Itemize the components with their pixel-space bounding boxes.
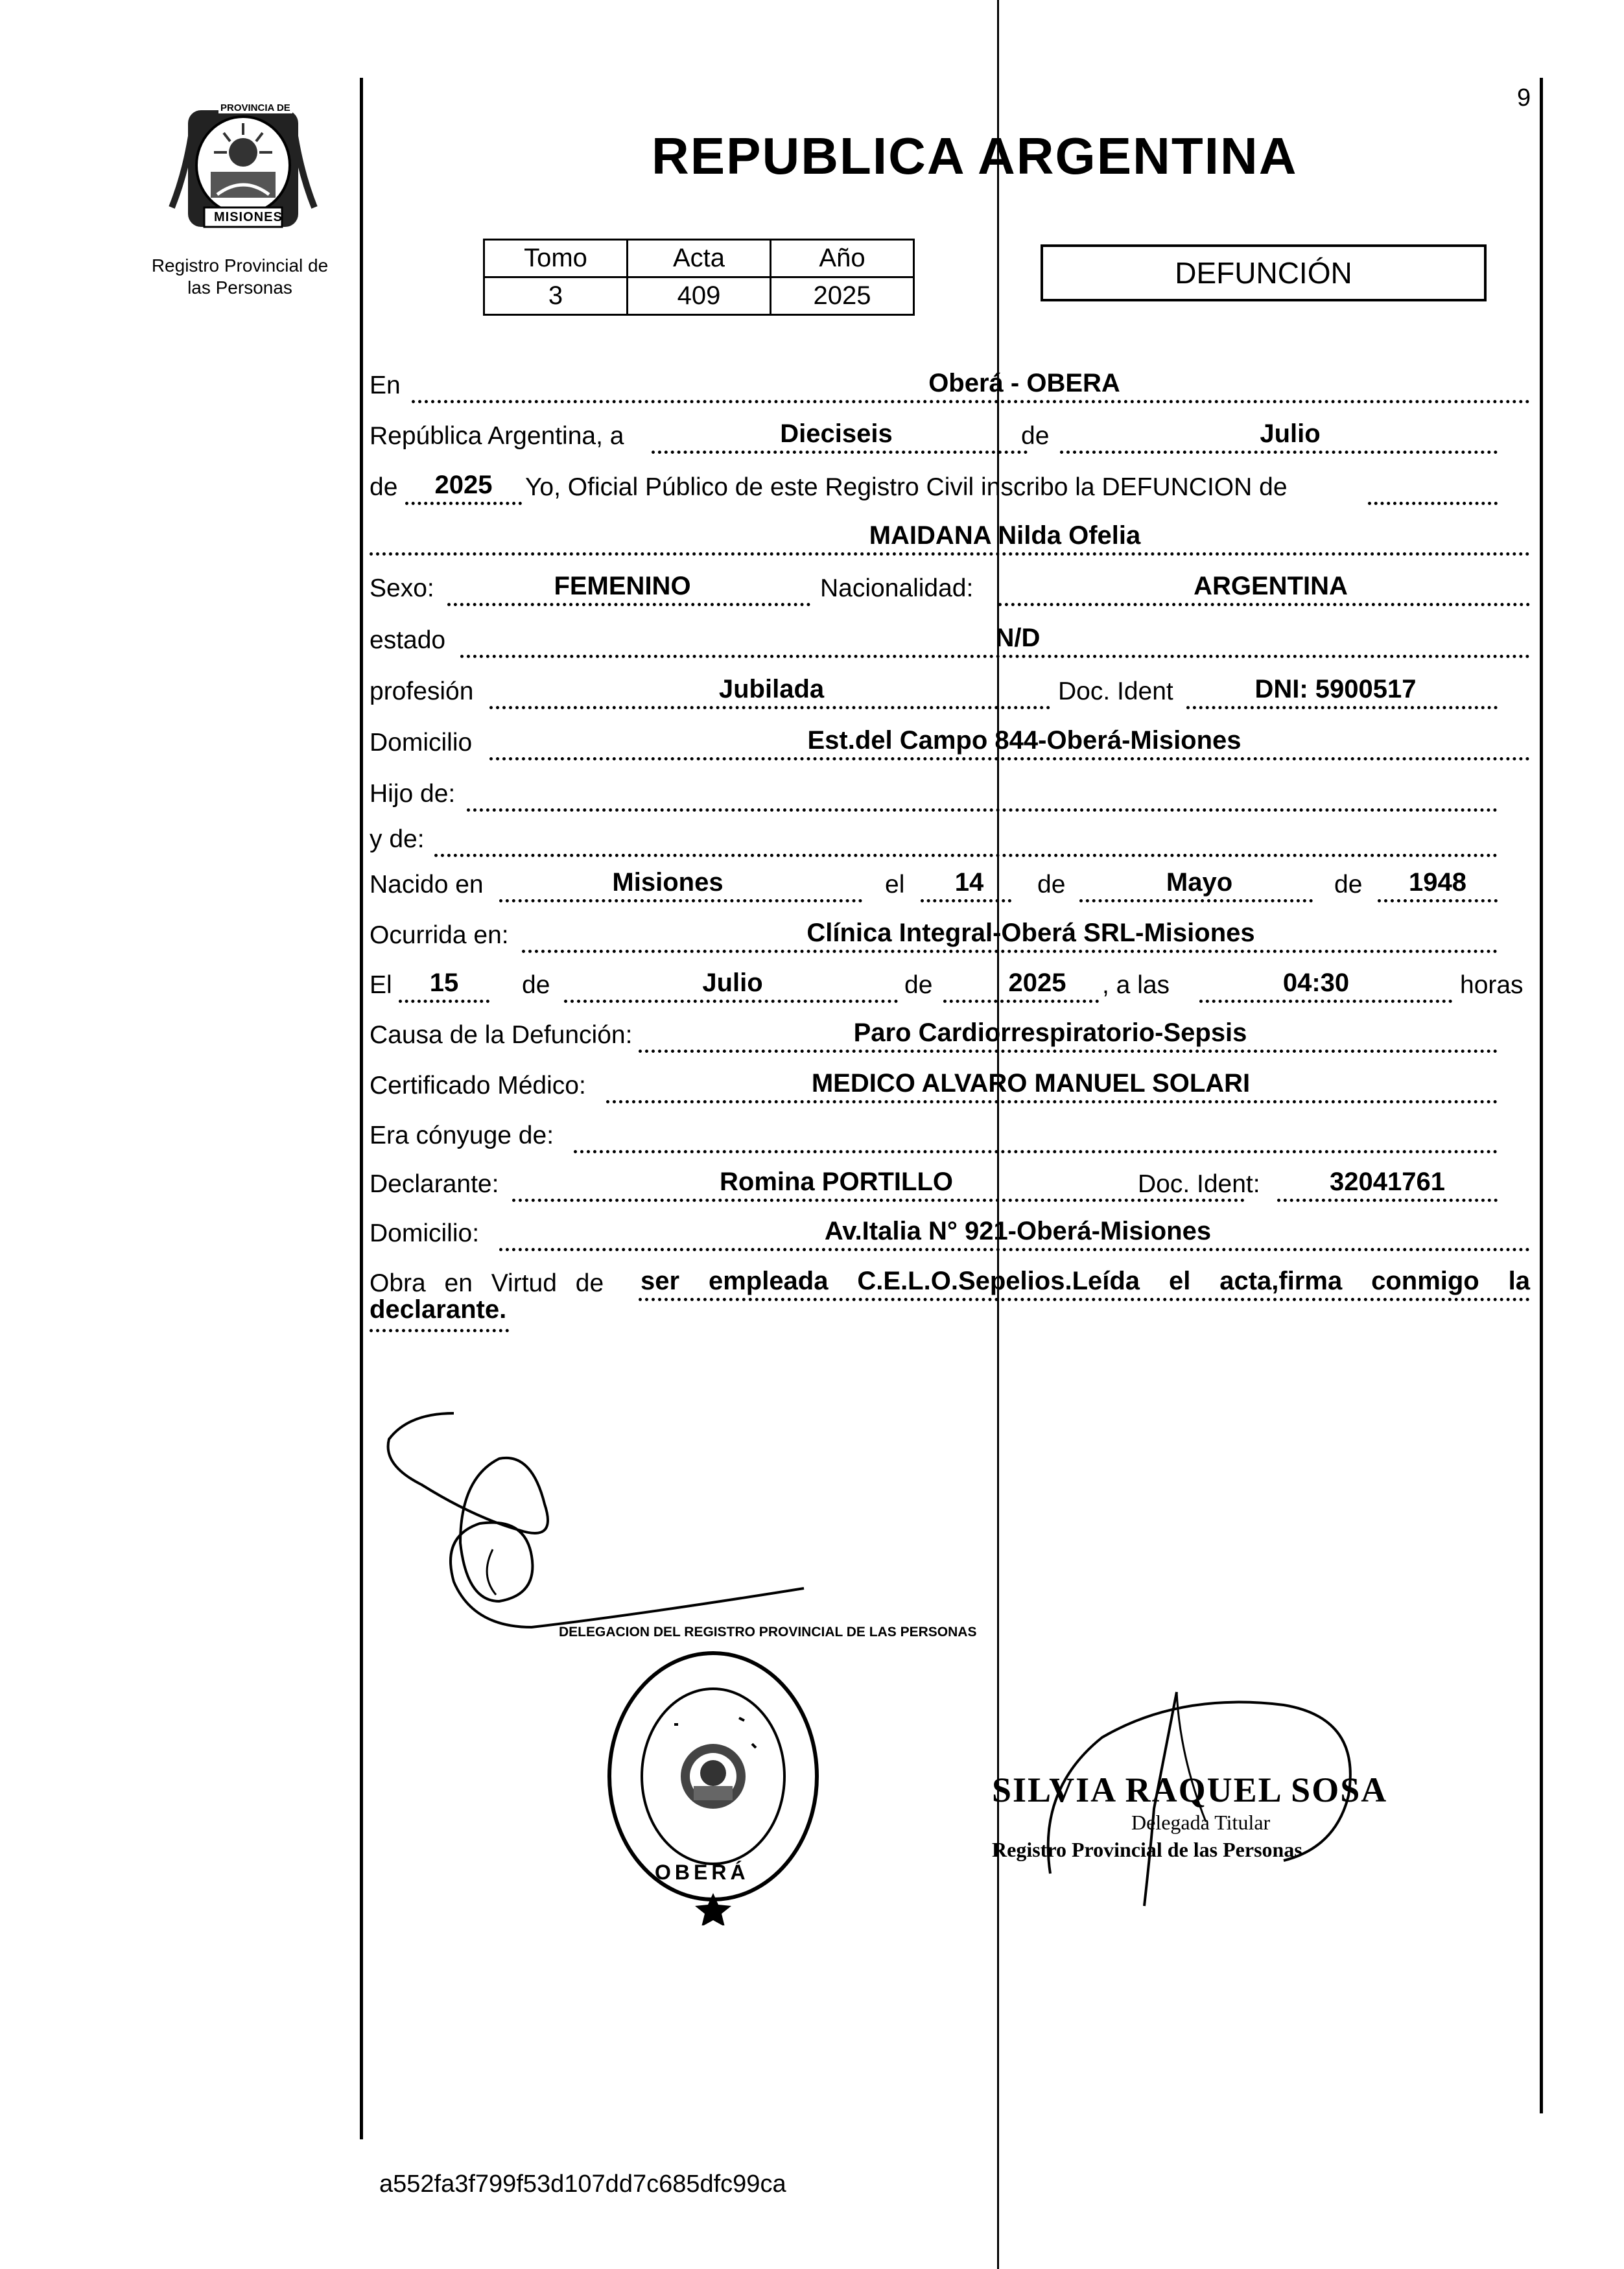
death-day: 15 [429, 969, 459, 997]
causa-dots [639, 1050, 1498, 1053]
domicilio-value2: Av.Italia N° 921-Oberá-Misiones [824, 1217, 1212, 1245]
birth-day-dots [921, 899, 1011, 902]
row-nacido [370, 865, 1535, 911]
logo-text-top: PROVINCIA DE [218, 102, 292, 113]
record-table [483, 239, 915, 316]
alas-label: , a las [1102, 971, 1170, 999]
inscribo-text: Yo, Oficial Público de este Registro Civil inscribo la DEFUNCION de [525, 473, 1288, 501]
seal-ring-text: DELEGACION DEL REGISTRO PROVINCIAL DE LAS PERSONAS [559, 1625, 977, 1640]
year-dots [405, 502, 522, 505]
obra-label: Obra en Virtud de [370, 1269, 604, 1297]
obra-value-line2: declarante. [370, 1295, 507, 1324]
doc-label2: Doc. Ident: [1138, 1170, 1260, 1198]
anio-header: Año [771, 240, 914, 277]
de-label4: de [522, 971, 550, 999]
conyuge-dots [574, 1150, 1498, 1153]
death-day-dots [399, 1000, 489, 1003]
causa-label: Causa de la Defunción: [370, 1021, 633, 1049]
row-ocurrida [370, 916, 1535, 961]
de-label3: de [1334, 871, 1363, 899]
domicilio-label2: Domicilio: [370, 1219, 480, 1247]
record-table-header-row [484, 240, 914, 277]
row-declarante [370, 1165, 1535, 1210]
month: Julio [1260, 419, 1321, 448]
year: 2025 [434, 471, 493, 499]
registry-caption: Registro Provincial de las Personas [151, 255, 329, 298]
nacionalidad-value: ARGENTINA [1194, 572, 1348, 600]
profesion-value: Jubilada [718, 675, 825, 703]
row-fecha-defuncion [370, 966, 1535, 1011]
certificado-dots [606, 1100, 1498, 1103]
inscribo-dots [1368, 502, 1498, 505]
birth-month-dots [1079, 899, 1313, 902]
en-label: En [370, 371, 401, 399]
anio-value: 2025 [771, 277, 914, 315]
ocurrida-value: Clínica Integral-Oberá SRL-Misiones [806, 919, 1255, 947]
official-title: Delegada Titular [1131, 1811, 1271, 1834]
month-dots [1060, 451, 1498, 454]
birth-year-dots [1378, 899, 1498, 902]
acta-value: 409 [628, 277, 771, 315]
estado-label: estado [370, 626, 446, 654]
de-label5: de [904, 971, 933, 999]
province-logo [165, 97, 321, 240]
doc-value: DNI: 5900517 [1254, 675, 1417, 703]
estado-value: N/D [995, 624, 1041, 652]
birth-day: 14 [954, 868, 984, 897]
row-hijo [370, 775, 1535, 820]
en-dots [412, 400, 1530, 403]
obra-dots-2 [370, 1329, 509, 1332]
declarante-dots [512, 1199, 1245, 1202]
certificado-label: Certificado Médico: [370, 1072, 586, 1099]
document-hash: a552fa3f799f53d107dd7c685dfc99ca [379, 2170, 786, 2198]
record-type-box: DEFUNCIÓN [1041, 244, 1487, 301]
republica-label: República Argentina, a [370, 422, 624, 450]
name-dots [370, 552, 1530, 556]
nacido-value: Misiones [612, 868, 724, 897]
en-value: Oberá - OBERA [928, 369, 1120, 397]
day-words: Dieciseis [780, 419, 893, 448]
declarante-doc: 32041761 [1330, 1168, 1445, 1196]
row-profesion [370, 672, 1535, 718]
left-margin-rule [360, 78, 363, 2139]
nacido-dots [499, 899, 862, 902]
profesion-label: profesión [370, 677, 474, 705]
nacionalidad-dots [998, 603, 1530, 606]
record-table-value-row [484, 277, 914, 315]
row-obra [370, 1264, 1535, 1348]
declarante-label: Declarante: [370, 1170, 499, 1198]
death-year-dots [943, 1000, 1099, 1003]
estado-dots [460, 655, 1530, 658]
deceased-name: MAIDANA Nilda Ofelia [869, 521, 1141, 550]
el-label: el [885, 871, 905, 899]
certificado-value: MEDICO ALVARO MANUEL SOLARI [811, 1069, 1251, 1098]
ocurrida-label: Ocurrida en: [370, 921, 509, 949]
hijo-dots [467, 808, 1498, 812]
birth-month: Mayo [1166, 868, 1233, 897]
row-estado [370, 621, 1535, 666]
row-domicilio-declarante [370, 1214, 1535, 1260]
sexo-label: Sexo: [370, 574, 434, 602]
sexo-value: FEMENINO [554, 572, 691, 600]
tomo-header: Tomo [484, 240, 628, 277]
el-label2: El [370, 971, 392, 999]
death-time: 04:30 [1282, 969, 1350, 997]
death-year: 2025 [1008, 969, 1066, 997]
declarante-doc-dots [1277, 1199, 1498, 1202]
acta-header: Acta [628, 240, 771, 277]
country-title: REPUBLICA ARGENTINA [652, 127, 1298, 185]
row-inscribo [370, 468, 1535, 513]
seal-city: OBERÁ [655, 1861, 749, 1884]
domicilio-label: Domicilio [370, 729, 473, 757]
row-domicilio [370, 723, 1535, 769]
domicilio-value: Est.del Campo 844-Oberá-Misiones [807, 726, 1242, 755]
domicilio-dots [489, 757, 1530, 760]
de-label: de [1021, 422, 1050, 450]
horas-label: horas [1460, 971, 1524, 999]
obra-dots [639, 1298, 1530, 1301]
right-margin-rule [1540, 78, 1543, 2113]
death-time-dots [1199, 1000, 1452, 1003]
birth-year: 1948 [1409, 868, 1466, 897]
row-conyuge [370, 1116, 1535, 1162]
declarante-value: Romina PORTILLO [720, 1168, 953, 1196]
yde-label: y de: [370, 825, 425, 853]
sexo-dots [447, 603, 810, 606]
official-name: SILVIA RAQUEL SOSA [992, 1770, 1388, 1809]
declarant-signature [382, 1387, 836, 1660]
profesion-dots [489, 706, 1050, 709]
ocurrida-dots [522, 950, 1498, 953]
year-prefix: de [370, 473, 398, 501]
nacionalidad-label: Nacionalidad: [820, 574, 974, 602]
row-fecha [370, 417, 1535, 462]
official-office: Registro Provincial de las Personas [992, 1838, 1302, 1861]
row-nombre [370, 519, 1535, 564]
day-dots [652, 451, 1028, 454]
page-number: 9 [1517, 84, 1531, 112]
doc-dots [1186, 706, 1498, 709]
causa-value: Paro Cardiorrespiratorio-Sepsis [853, 1018, 1247, 1047]
domicilio2-dots [499, 1248, 1530, 1251]
death-month-dots [564, 1000, 898, 1003]
yde-dots [434, 854, 1498, 857]
logo-text-bottom: MISIONES [214, 210, 283, 224]
de-label2: de [1037, 871, 1066, 899]
doc-label: Doc. Ident [1058, 677, 1173, 705]
hijo-label: Hijo de: [370, 780, 456, 808]
nacido-label: Nacido en [370, 871, 484, 899]
conyuge-label: Era cónyuge de: [370, 1122, 554, 1149]
row-en [370, 366, 1535, 412]
row-sexo [370, 569, 1535, 615]
row-certificado [370, 1066, 1535, 1112]
death-month: Julio [702, 969, 763, 997]
obra-value-line1: ser empleada C.E.L.O.Sepelios.Leída el acta,firma conmigo la [641, 1267, 1530, 1295]
tomo-value: 3 [484, 277, 628, 315]
row-yde [370, 820, 1535, 865]
row-causa [370, 1016, 1535, 1061]
